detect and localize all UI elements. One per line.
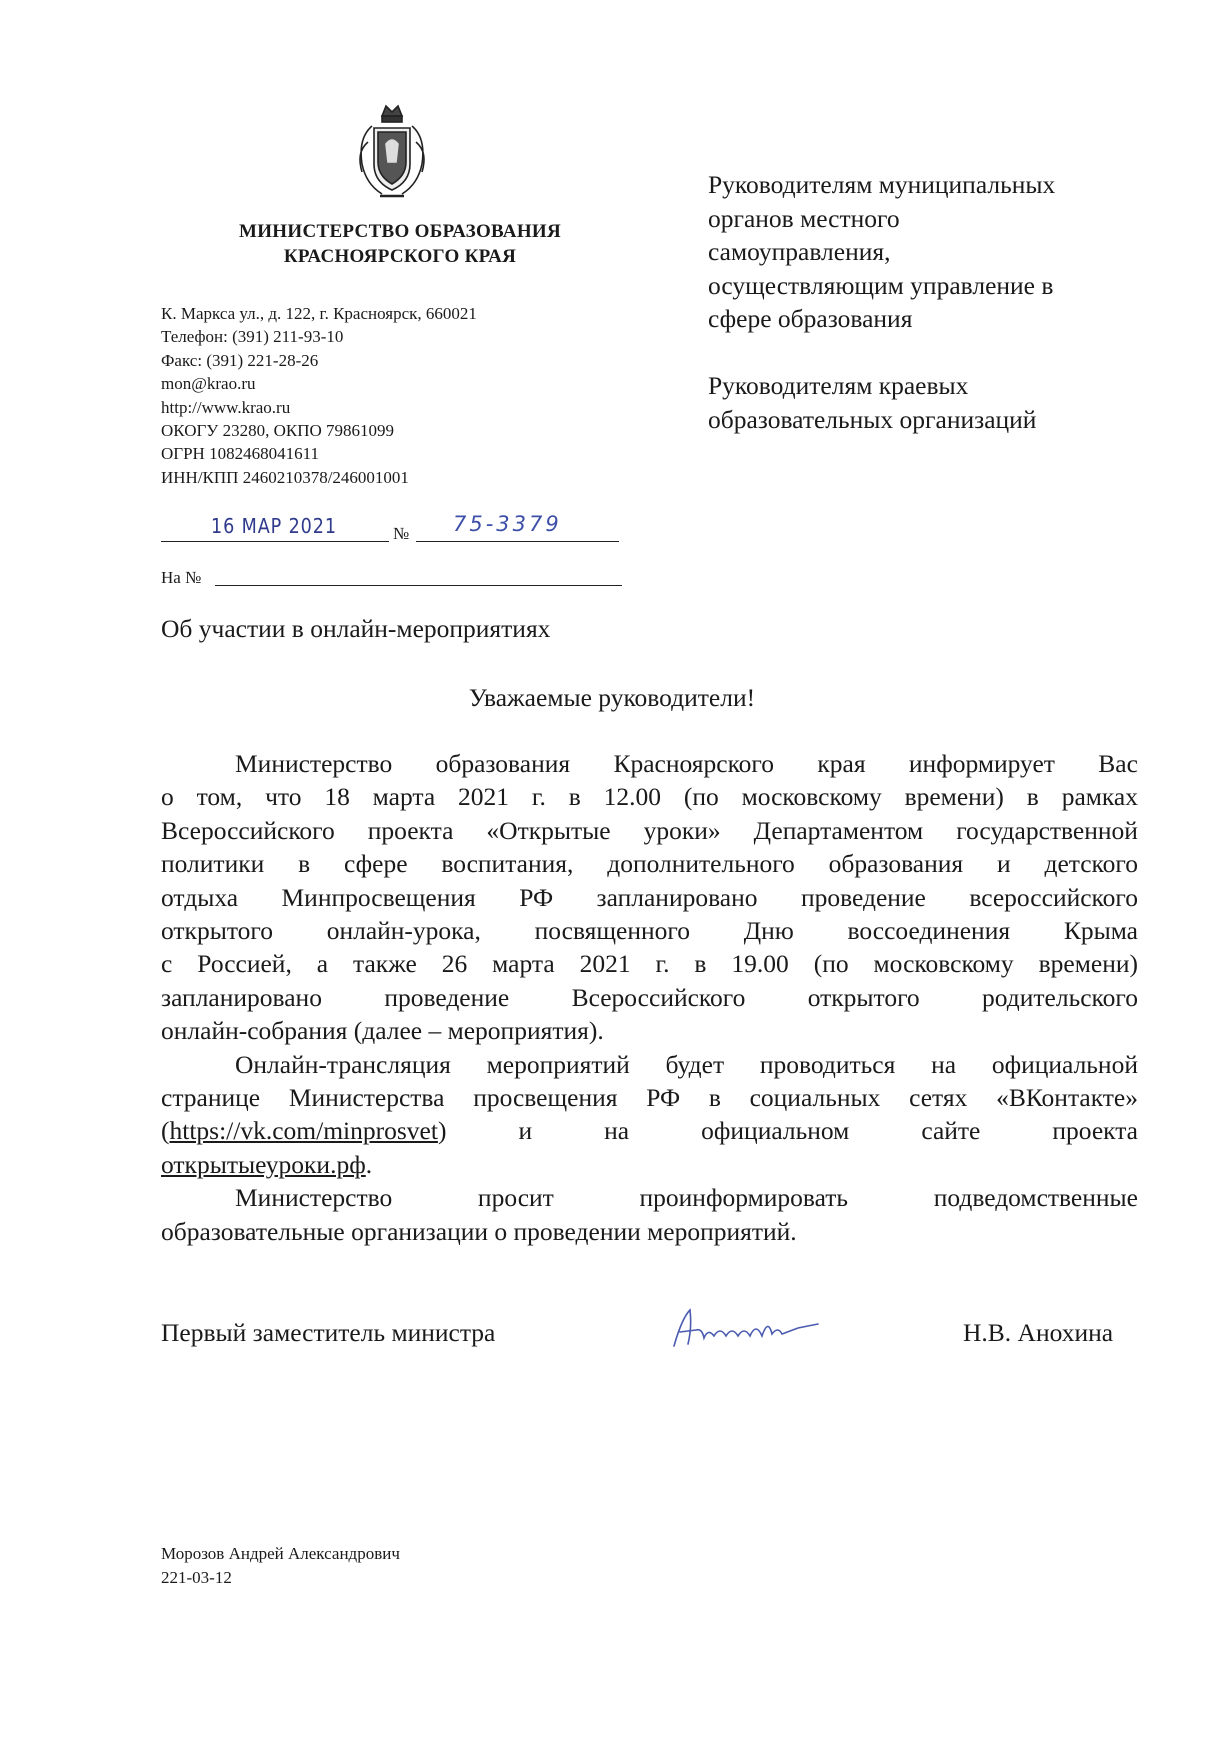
body-word: Онлайн-трансляция [235,1049,451,1079]
body-line [161,1081,1138,1114]
body-word: на [604,1116,630,1146]
body-line [161,1114,1138,1147]
body-word: том, [196,782,243,812]
body-word: в [298,849,311,879]
body-word: официальной [991,1049,1138,1079]
body-line: открытыеуроки.рф. [161,1149,373,1179]
vk-link[interactable]: https://vk.com/minprosvet [169,1116,438,1146]
body-word: также [353,949,417,979]
body-word: просвещения [473,1083,618,1113]
body-word: онлайн-урока, [326,916,481,946]
body-word: политики [161,849,265,879]
recipients-block [708,168,1055,436]
body-word: 2021 [458,782,509,812]
body-word: марта [492,949,555,979]
body-word: Всероссийского [161,815,335,845]
body-word: Всероссийского [571,982,746,1012]
body-word: «ВКонтакте» [996,1083,1138,1113]
body-word: родительского [982,982,1138,1012]
body-word: проекта [1052,1116,1138,1146]
body-word: в [708,1083,721,1113]
body-word: московскому [873,949,1014,979]
body-word: дополнительного [607,849,795,879]
body-word: Россией, [197,949,292,979]
body-word: 12.00 [603,782,661,812]
body-word: запланировано [596,882,758,912]
email: mon@krao.ru [161,374,256,394]
executor-name: Морозов Андрей Александрович [161,1544,400,1563]
body-word: проведение [384,982,510,1012]
body-word: в [568,782,581,812]
body-word: Красноярского [613,749,774,778]
letter-body [161,747,1138,1248]
body-line [161,881,1138,914]
body-line [161,780,1138,813]
body-word: (по [683,782,719,812]
body-word: всероссийского [969,882,1138,912]
body-word: 2021 [579,949,631,979]
body-word: и [518,1116,533,1146]
body-word: детского [1044,849,1138,879]
number-underline [416,541,619,542]
body-word: в [1026,782,1039,812]
body-line [161,847,1138,880]
recipient-line: Руководителям муниципальных [708,170,1056,199]
ministry-name-line2: КРАСНОЯРСКОГО КРАЯ [283,246,517,267]
body-word: на [931,1049,957,1079]
body-word: открытого [807,982,920,1012]
ministry-contacts [161,302,477,489]
body-word: открытого [161,916,273,946]
body-word: а [316,949,329,979]
body-word: московскому [741,782,882,812]
body-word: Вас [1098,749,1138,778]
body-word: проведение [800,882,926,912]
body-word: 19.00 [731,949,789,979]
body-word: Министерство [235,1183,393,1213]
signatory-name: Н.В. Анохина [963,1318,1114,1347]
body-word: о [161,782,174,812]
body-word: Дню [743,916,794,946]
recipient-line: сфере образования [708,304,913,333]
phone: Телефон: (391) 211-93-10 [161,327,344,347]
body-word: времени) [904,782,1004,812]
recipient-line: органов местного [708,203,900,233]
ogrn: ОГРН 1082468041611 [161,444,319,464]
handwritten-number: 75-3379 [453,512,562,536]
body-line [161,947,1138,980]
signatory-title: Первый заместитель министра [161,1318,496,1347]
body-line [161,1181,1138,1214]
body-word: посвященного [534,916,690,946]
letter-subject: Об участии в онлайн-мероприятиях [161,614,551,643]
date-stamp: 16 MAP 2021 [211,514,337,538]
date-underline [161,541,389,542]
body-word: государственной [956,815,1138,845]
handwritten-signature [668,1298,888,1358]
body-word: проекта [367,815,454,845]
website: http://www.krao.ru [161,397,291,417]
body-word: сайте [921,1116,981,1146]
body-word: образования [828,849,964,879]
body-word: отдыха [161,882,239,912]
body-word: информирует [908,749,1055,778]
vk-link-wrapper: (https://vk.com/minprosvet) [161,1116,447,1146]
reply-to-label: На № [161,568,202,587]
recipient-line: осуществляющим управление в [708,270,1054,300]
body-word: с [161,949,173,979]
body-line [161,814,1138,847]
body-line [161,1048,1138,1081]
body-word: воссоединения [847,916,1011,946]
body-word: социальных [749,1083,881,1113]
body-word: рамках [1061,782,1138,812]
body-word: Минпросвещения [281,882,476,912]
body-word: проинформировать [639,1183,848,1213]
body-word: в [694,949,707,979]
body-word: просит [477,1183,554,1213]
body-word: запланировано [161,982,322,1012]
body-word: г. [531,782,546,812]
ministry-name-line1: МИНИСТЕРСТВО ОБРАЗОВАНИЯ [238,221,562,242]
okogu-okpo: ОКОГУ 23280, ОКПО 79861099 [161,421,395,441]
body-word: «Открытые [486,815,611,845]
body-word: Министерство [235,749,393,778]
body-word: РФ [646,1083,681,1113]
body-word: будет [665,1049,725,1079]
body-word: 18 [324,782,350,812]
body-word: (по [813,949,849,979]
body-word: края [817,749,866,778]
body-word: марта [372,782,436,812]
body-word: официальном [701,1116,850,1146]
recipient-line: самоуправления, [708,237,891,266]
body-line [161,914,1138,947]
body-word: времени) [1038,949,1138,979]
project-site-link[interactable]: открытыеуроки.рф [161,1149,366,1179]
executor-phone: 221-03-12 [161,1568,232,1587]
greeting: Уважаемые руководители! [468,683,756,712]
fax: Факс: (391) 221-28-26 [161,350,319,370]
body-word: образования [435,749,571,778]
executor-info [161,1542,400,1590]
body-word: Департаментом [753,815,924,845]
body-word: воспитания, [441,849,574,879]
body-word: уроки» [643,815,721,845]
body-word: что [265,782,302,812]
coat-of-arms-emblem [352,102,432,202]
body-line: образовательные организации о проведении мероприятий. [161,1216,797,1246]
body-word: Крыма [1063,916,1138,946]
inn-kpp: ИНН/КПП 2460210378/246001001 [161,467,409,487]
recipient-line: Руководителям краевых [708,371,969,400]
body-line [161,747,1138,780]
address: К. Маркса ул., д. 122, г. Красноярск, 660021 [161,304,477,323]
body-word: РФ [519,882,554,912]
reply-to-underline [215,585,622,586]
body-word: Министерства [288,1083,445,1113]
body-word: проводиться [759,1049,896,1079]
body-word: и [996,849,1011,879]
body-line: онлайн-собрания (далее – мероприятия). [161,1016,604,1046]
body-word: 26 [441,949,468,979]
recipient-line: образовательных организаций [708,404,1037,434]
body-word: сфере [343,849,408,879]
body-word: г. [655,949,670,979]
body-word: подведомственные [933,1183,1138,1213]
body-line [161,981,1138,1014]
body-word: мероприятий [486,1049,630,1079]
number-label: № [393,524,410,543]
body-word: странице [161,1083,261,1113]
body-word: сетях [909,1083,968,1113]
